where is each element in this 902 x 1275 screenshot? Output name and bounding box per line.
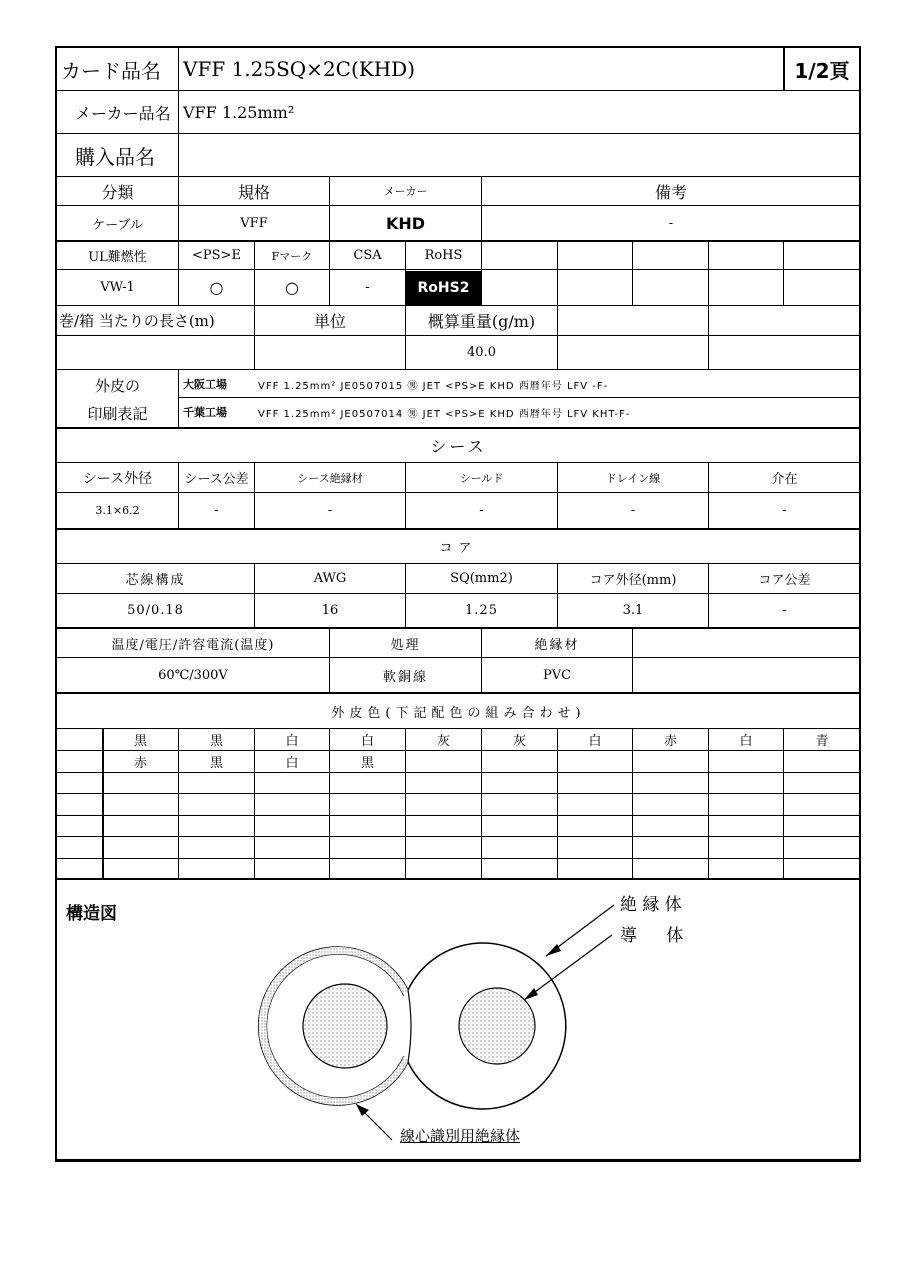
ul-flame-value: VW-1 <box>100 280 135 295</box>
fmark-value: ○ <box>285 278 299 297</box>
color-title: 外皮色(下記配色の組み合わせ) <box>331 705 586 721</box>
maker-header: メーカー <box>383 185 428 198</box>
shield-value: - <box>479 503 484 518</box>
color-cell-row1-8: 赤 <box>663 734 677 749</box>
pse-header: <PS>E <box>192 248 241 263</box>
core-od-value: 3.1 <box>622 603 644 618</box>
sheath-tolerance-value: - <box>214 503 219 518</box>
weight-value: 40.0 <box>467 345 496 360</box>
color-cell-row1-10: 青 <box>815 734 829 749</box>
factory-chiba: 千葉工場 <box>183 406 227 419</box>
left-conductor <box>303 984 387 1068</box>
sheath-tolerance-header: シース公差 <box>184 472 249 487</box>
strand-header: 芯線構成 <box>125 573 186 588</box>
printing-label-line2: 印刷表記 <box>87 404 148 423</box>
color-cell-row1-5: 灰 <box>436 734 450 749</box>
right-conductor <box>459 988 535 1064</box>
factory-osaka: 大阪工場 <box>183 378 227 391</box>
standard-value: VFF <box>240 215 268 231</box>
sheath-insulation-header: シース絶縁材 <box>297 471 363 485</box>
label-conductor: 導 体 <box>620 925 684 946</box>
right-core <box>408 943 566 1109</box>
drain-value: - <box>630 503 636 518</box>
drain-header: ドレイン線 <box>605 471 661 485</box>
diagram-title: 構造図 <box>66 903 117 924</box>
standard-header: 規格 <box>237 182 270 202</box>
rating-value: 60℃/300V <box>158 667 228 683</box>
rohs-badge: RoHS2 <box>406 271 481 305</box>
sheath-title: シース <box>430 437 487 456</box>
csa-header: CSA <box>353 248 382 263</box>
insulation-header: 絶縁材 <box>534 637 580 653</box>
classification-header: 分類 <box>101 182 134 202</box>
label-insulation: 絶 縁 体 <box>620 894 682 915</box>
csa-value: - <box>365 280 370 295</box>
purchase-name-label: 購入品名 <box>75 144 155 169</box>
rohs-header: RoHS <box>424 248 463 263</box>
unit-header: 単位 <box>313 312 346 331</box>
core-tolerance-value: - <box>782 603 787 618</box>
print-text-osaka: VFF 1.25mm² JE0507015 ㊚ JET <PS>E KHD 西暦年号 LFV -F- <box>258 380 609 392</box>
color-cell-row2-2: 黒 <box>209 756 223 771</box>
color-cell-row2-4: 黒 <box>360 756 374 771</box>
label-marker-insulation: 線心識別用絶縁体 <box>400 1126 521 1145</box>
color-cell-row2-3: 白 <box>285 756 299 771</box>
ul-flame-header: UL難燃性 <box>88 250 147 265</box>
sq-value: 1.25 <box>465 603 498 618</box>
color-cell-row1-6: 灰 <box>512 734 526 749</box>
color-cell-row1-2: 黒 <box>209 734 223 749</box>
color-cell-row1-4: 白 <box>360 734 374 749</box>
color-cell-row1-1: 黒 <box>133 734 147 749</box>
maker-name-label: メーカー品名 <box>75 103 171 123</box>
classification-value: ケーブル <box>92 217 143 233</box>
insulation-value: PVC <box>542 667 572 683</box>
remarks-header: 備考 <box>654 182 687 202</box>
leader-conductor <box>524 935 612 1000</box>
maker-value: KHD <box>385 213 426 233</box>
card-name-label: カード品名 <box>61 58 161 83</box>
color-cell-row2-1: 赤 <box>133 756 147 771</box>
maker-name-value: VFF 1.25mm² <box>183 102 295 122</box>
filler-header: 介在 <box>771 472 798 487</box>
awg-value: 16 <box>321 603 339 618</box>
treatment-value: 軟銅線 <box>382 669 428 685</box>
printing-label-line1: 外皮の <box>94 376 140 395</box>
filler-value: - <box>782 503 787 518</box>
remarks-value: - <box>668 215 674 231</box>
fmark-header: Fマーク <box>271 249 313 263</box>
awg-header: AWG <box>313 571 347 586</box>
color-cell-row1-7: 白 <box>588 734 602 749</box>
strand-value: 50/0.18 <box>127 603 184 618</box>
sheath-insulation-value: - <box>327 503 333 518</box>
sq-header: SQ(mm2) <box>450 571 513 586</box>
core-tolerance-header: コア公差 <box>758 573 811 588</box>
core-od-header: コア外径(mm) <box>589 573 677 588</box>
pse-value: ○ <box>209 278 224 297</box>
rating-header: 温度/電圧/許容電流(温度) <box>111 637 275 653</box>
treatment-header: 処理 <box>390 637 421 653</box>
left-core <box>259 947 408 1105</box>
color-cell-row1-9: 白 <box>739 734 753 749</box>
card-name-value: VFF 1.25SQ×2C(KHD) <box>183 57 415 81</box>
page-number: 1/2頁 <box>794 58 850 83</box>
sheath-od-header: シース外径 <box>82 470 153 487</box>
length-header: 巻/箱 当たりの長さ(m) <box>59 312 215 330</box>
shield-header: シールド <box>459 471 504 485</box>
core-title: コア <box>439 541 478 556</box>
sheath-od-value: 3.1×6.2 <box>95 504 140 517</box>
color-cell-row1-3: 白 <box>285 734 299 749</box>
print-text-chiba: VFF 1.25mm² JE0507014 ㊚ JET <PS>E KHD 西暦年号 LFV KHT-F- <box>258 408 631 420</box>
weight-header: 概算重量(g/m) <box>427 312 536 331</box>
